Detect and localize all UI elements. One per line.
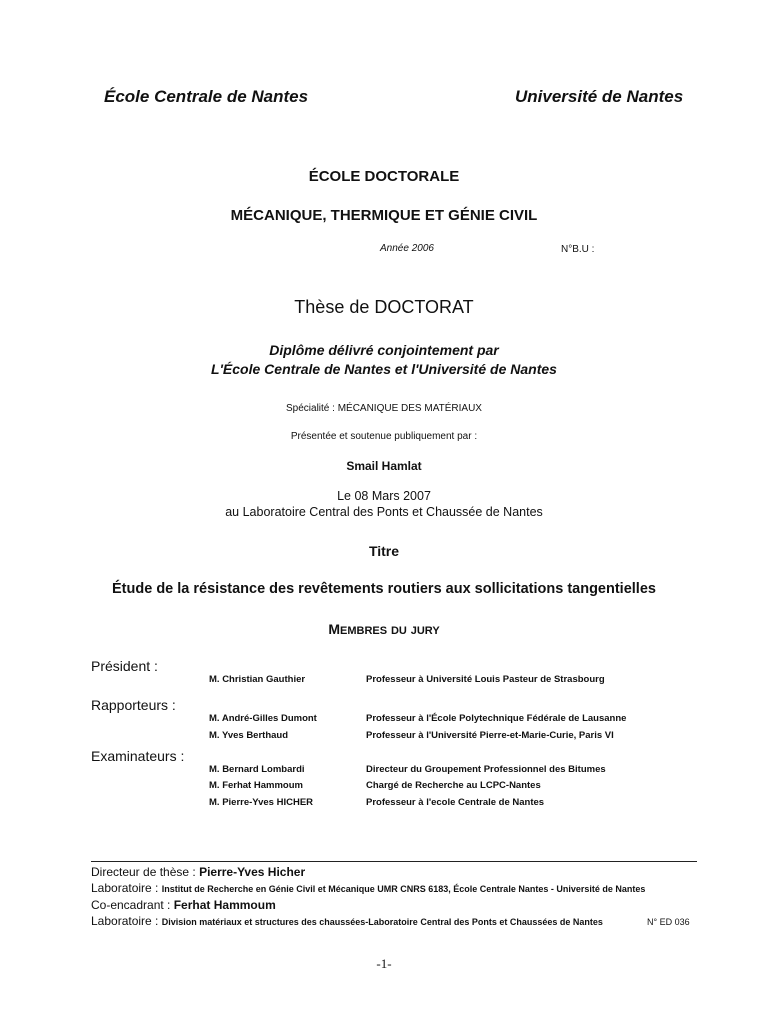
specialty: Spécialité : MÉCANIQUE DES MATÉRIAUX xyxy=(286,403,482,414)
jury-member-title: Professeur à l'ecole Centrale de Nantes xyxy=(366,797,545,808)
jury-member-name: M. Pierre-Yves HICHER xyxy=(209,797,314,808)
jury-member-name: M. Ferhat Hammoum xyxy=(209,780,303,791)
laboratory-2 xyxy=(91,914,603,928)
cosup-label: Co-encadrant : xyxy=(91,898,174,912)
doctoral-school-field: MÉCANIQUE, THERMIQUE ET GÉNIE CIVIL xyxy=(230,207,538,224)
page-number: -1- xyxy=(376,956,392,971)
cosup-name: Ferhat Hammoum xyxy=(173,898,276,912)
director-label: Directeur de thèse : xyxy=(91,865,200,879)
lab2-value: Division matériaux et structures des chaussées-Laboratoire Central des Ponts et Chaussées de Nantes xyxy=(161,917,603,927)
footer-divider xyxy=(91,861,697,862)
jury-heading-rest-1: EMBRES xyxy=(340,625,388,637)
jury-member-name: M. André-Gilles Dumont xyxy=(209,713,317,724)
jury-member-title: Professeur à l'Université Pierre-et-Marie-Curie, Paris VI xyxy=(366,730,614,741)
nbu: N°B.U : xyxy=(561,244,595,255)
jury-heading xyxy=(0,621,768,637)
jury-member-title: Chargé de Recherche au LCPC-Nantes xyxy=(366,780,541,791)
jury-member-name: M. Christian Gauthier xyxy=(209,674,306,685)
title-label: Titre xyxy=(368,543,400,559)
doctoral-school: ÉCOLE DOCTORALE xyxy=(308,168,460,185)
author: Smail Hamlat xyxy=(346,459,422,473)
jury-member-title: Professeur à Université Louis Pasteur de Strasbourg xyxy=(366,674,605,685)
jury-member-title: Professeur à l'École Polytechnique Fédérale de Lausanne xyxy=(366,713,627,724)
rapporteurs-label: Rapporteurs : xyxy=(91,697,176,713)
defense-place: au Laboratoire Central des Ponts et Chaussée de Nantes xyxy=(225,505,543,519)
year: Année 2006 xyxy=(380,243,434,254)
co-supervisor xyxy=(91,898,276,912)
presented-by: Présentée et soutenue publiquement par : xyxy=(290,431,478,442)
diploma-line-1: Diplôme délivré conjointement par xyxy=(269,342,499,358)
jury-heading-cap-1: M xyxy=(328,621,340,637)
lab1-label: Laboratoire : xyxy=(91,881,162,895)
lab2-label: Laboratoire : xyxy=(91,914,162,928)
jury-heading-word-2: DU xyxy=(390,625,407,637)
thesis-type: Thèse de DOCTORAT xyxy=(294,297,474,317)
jury-member-name: M. Bernard Lombardi xyxy=(209,764,305,775)
thesis-title: Étude de la résistance des revêtements routiers aux sollicitations tangentielles xyxy=(112,581,656,597)
diploma-line-2: L'École Centrale de Nantes et l'Université de Nantes xyxy=(211,361,557,377)
left-institution: École Centrale de Nantes xyxy=(104,87,309,106)
director-name: Pierre-Yves Hicher xyxy=(199,865,306,879)
lab1-value: Institut de Recherche en Génie Civil et Mécanique UMR CNRS 6183, École Centrale Nantes - Université de Nantes xyxy=(161,884,646,894)
laboratory-1 xyxy=(91,881,645,895)
jury-member-name: M. Yves Berthaud xyxy=(209,730,289,741)
ed-number: N° ED 036 xyxy=(647,917,690,927)
thesis-director xyxy=(91,865,305,879)
right-institution: Université de Nantes xyxy=(515,87,684,106)
jury-heading-word-3: JURY xyxy=(410,625,440,637)
jury-member-title: Directeur du Groupement Professionnel des Bitumes xyxy=(366,764,606,775)
president-label: Président : xyxy=(91,658,158,674)
examinateurs-label: Examinateurs : xyxy=(91,748,185,764)
defense-date: Le 08 Mars 2007 xyxy=(337,489,431,503)
